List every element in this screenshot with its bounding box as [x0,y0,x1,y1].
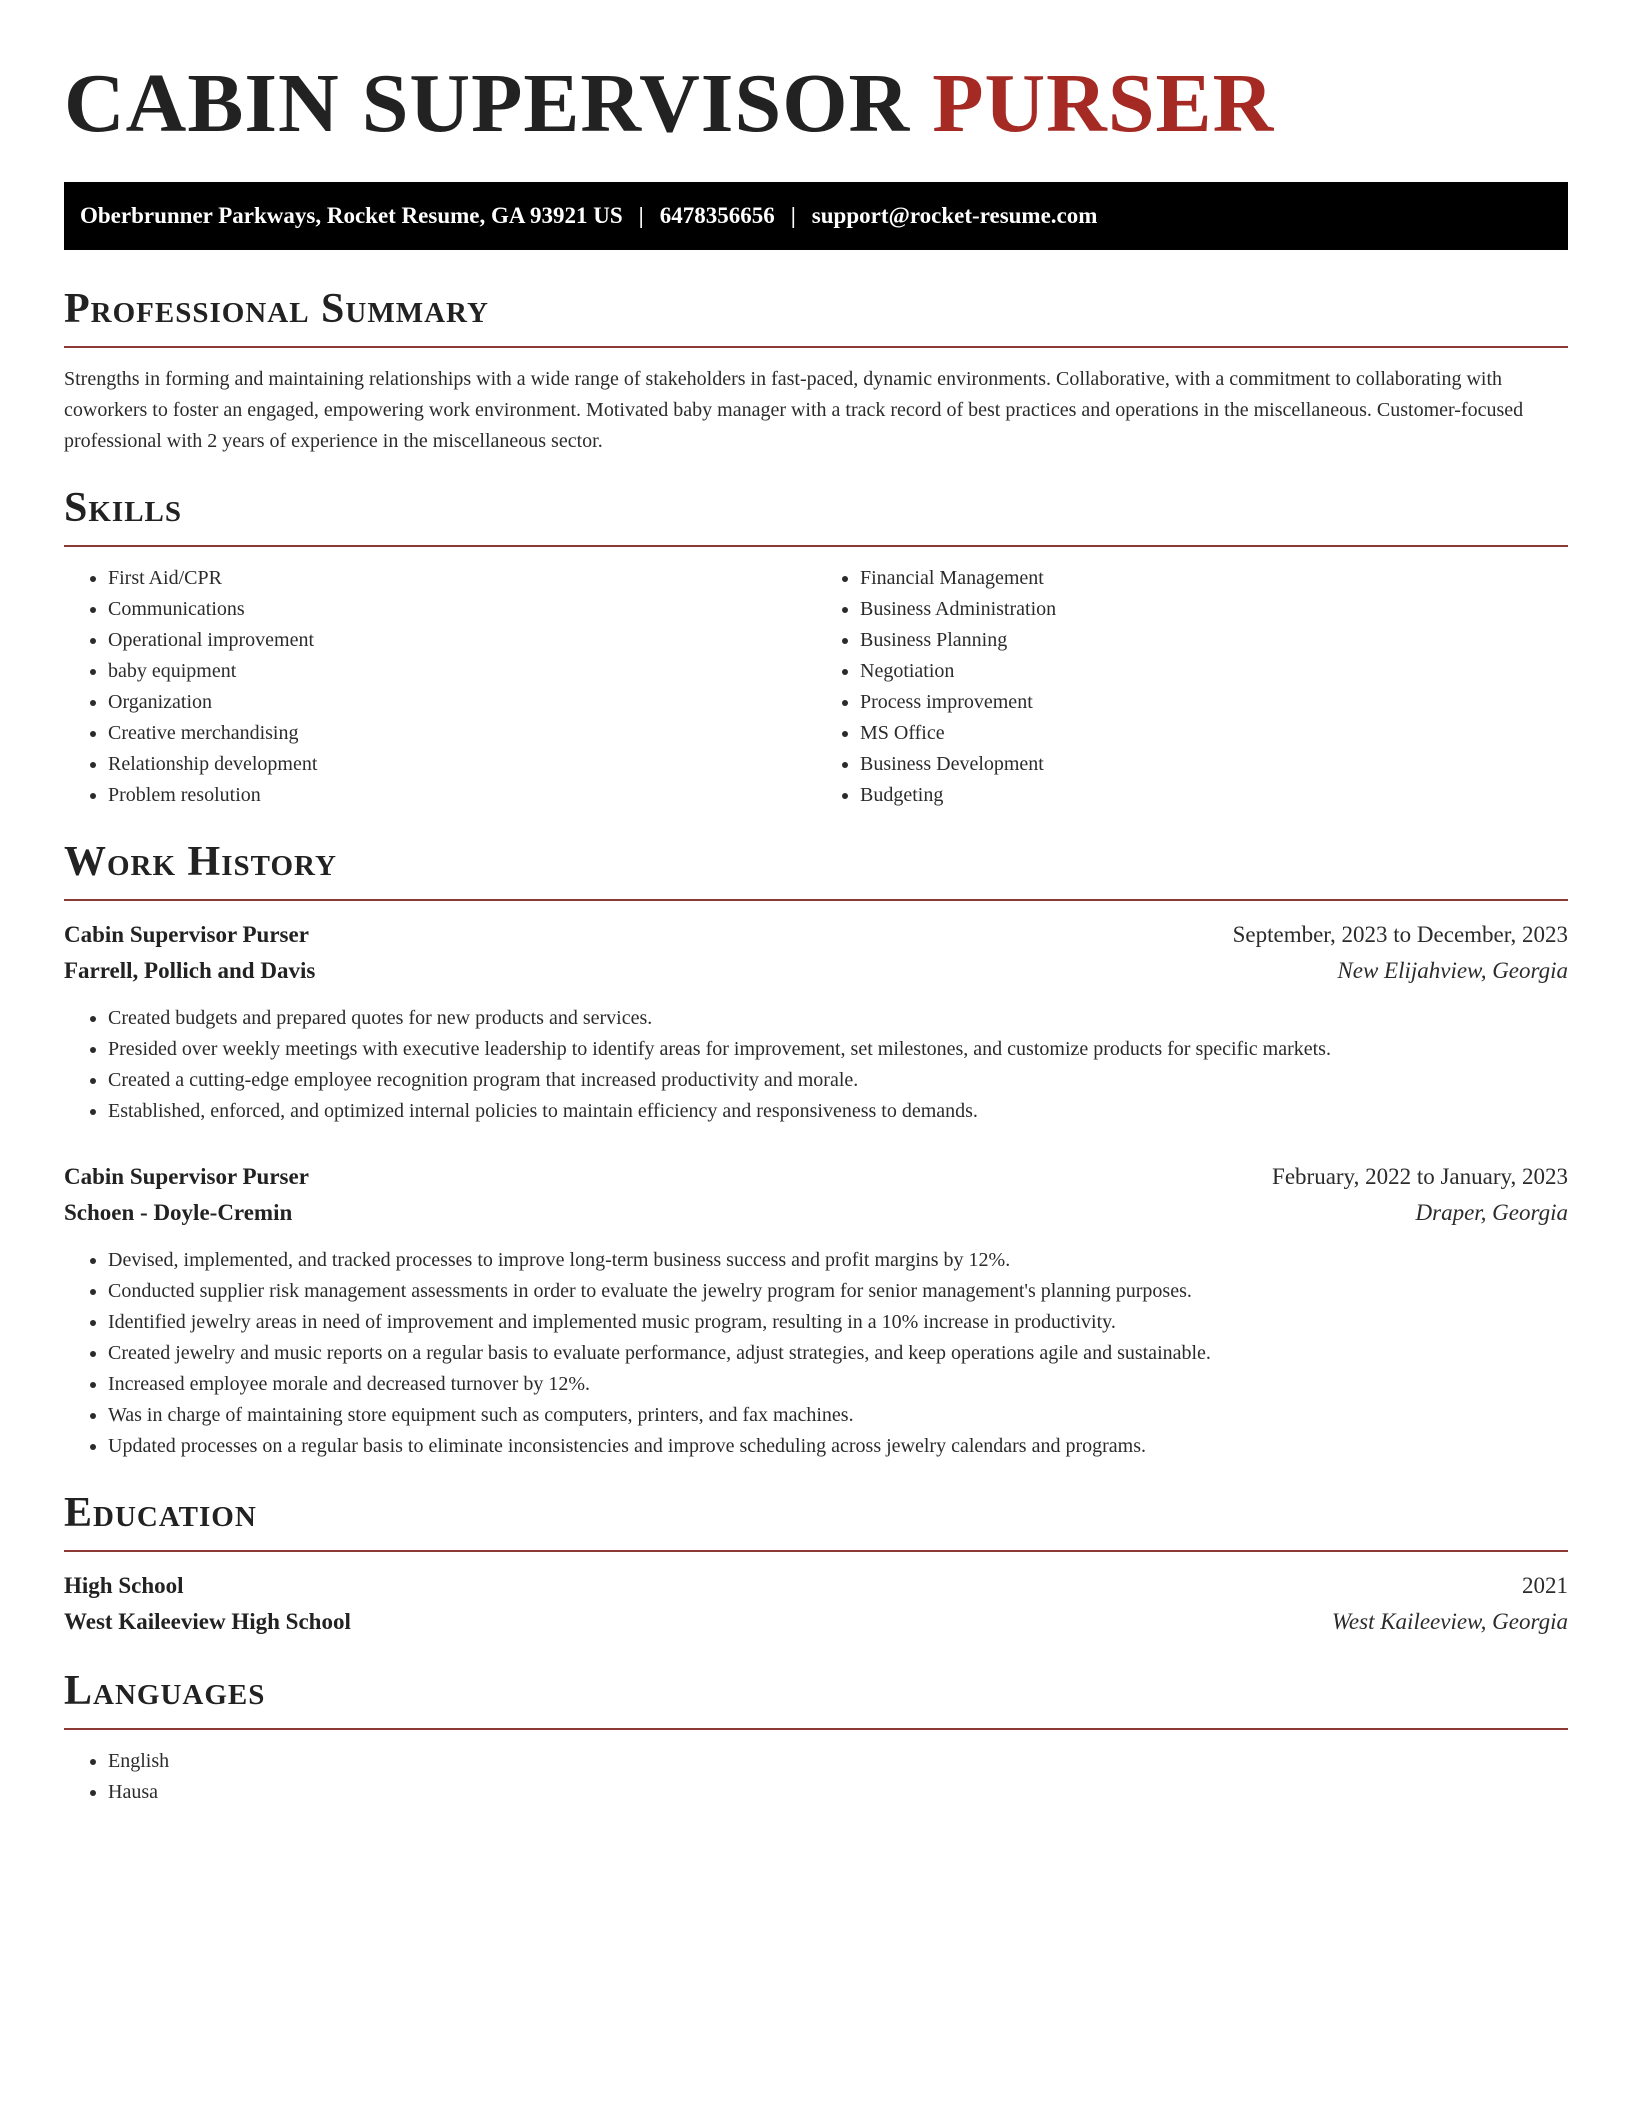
skill-item: • Creative merchandising [108,718,816,749]
section-title-education: Education [64,1490,257,1536]
name-primary: CABIN SUPERVISOR [64,57,911,150]
job-company: Schoen - Doyle-Cremin [64,1200,293,1225]
education-location: West Kaileeview, Georgia [1331,1609,1568,1634]
summary-section [64,284,1568,457]
skill-item: • MS Office [860,718,1568,749]
section-title-summary: Professional Summary [64,286,489,332]
skill-item: • Communications [108,594,816,625]
job-bullet: • Devised, implemented, and tracked processes to improve long-term business success and profit margins by 12%. [108,1245,1568,1276]
job-bullet: • Identified jewelry areas in need of improvement and implemented music program, resulting in a 10% increase in productivity. [108,1307,1568,1338]
job-entry [64,917,1568,1127]
languages-section [64,1666,1568,1808]
language-item: • Hausa [108,1777,1568,1808]
education-school-row [64,1604,1568,1640]
job-bullet: • Was in charge of maintaining store equipment such as computers, printers, and fax machines. [108,1400,1568,1431]
job-bullet: • Updated processes on a regular basis to eliminate inconsistencies and improve scheduling across jewelry calendars and programs. [108,1431,1568,1462]
skill-item: • Process improvement [860,687,1568,718]
skills-list-left [64,563,816,811]
contact-separator: | [790,203,796,228]
education-header-row [64,1568,1568,1604]
job-company-row [64,953,1568,989]
contact-email: support@rocket-resume.com [811,203,1098,228]
job-bullet: • Conducted supplier risk management assessments in order to evaluate the jewelry program for senior management's planning purposes. [108,1276,1568,1307]
languages-list [64,1746,1568,1808]
skill-item: • First Aid/CPR [108,563,816,594]
education-year: 2021 [1522,1573,1568,1598]
skill-item: • Organization [108,687,816,718]
summary-text: Strengths in forming and maintaining relationships with a wide range of stakeholders in fast-paced, dynamic environments. Collaborative, with a commitment to collaborating with coworkers to foster an engaged, empowering work environment. Motivated baby manager with a track record of best practices and operations in the miscellaneous. Customer-focused professional with 2 years of experience in the miscellaneous sector. [64,368,1524,452]
job-header-row [64,1159,1568,1195]
job-title: Cabin Supervisor Purser [64,922,309,947]
job-bullet: • Created budgets and prepared quotes for new products and services. [108,1003,1568,1034]
job-title: Cabin Supervisor Purser [64,1164,309,1189]
section-divider [64,346,1568,348]
education-school: West Kaileeview High School [64,1609,351,1634]
skill-item: • Negotiation [860,656,1568,687]
section-divider [64,1550,1568,1552]
skill-item: • Budgeting [860,780,1568,811]
job-bullet: • Established, enforced, and optimized internal policies to maintain efficiency and responsiveness to demands. [108,1096,1568,1127]
job-bullet: • Created a cutting-edge employee recognition program that increased productivity and morale. [108,1065,1568,1096]
skill-item: • Relationship development [108,749,816,780]
skill-item: • Business Planning [860,625,1568,656]
skill-item: • Business Administration [860,594,1568,625]
name-accent: PURSER [932,57,1275,150]
skills-grid [64,563,1568,811]
contact-phone: 6478356656 [659,203,775,228]
job-bullet: • Created jewelry and music reports on a regular basis to evaluate performance, adjust strategies, and keep operations agile and sustainable. [108,1338,1568,1369]
job-company-row [64,1195,1568,1231]
contact-address: Oberbrunner Parkways, Rocket Resume, GA 93921 US [80,203,623,228]
skill-item: • baby equipment [108,656,816,687]
language-item: • English [108,1746,1568,1777]
job-bullet: • Increased employee morale and decreased turnover by 12%. [108,1369,1568,1400]
skills-list-right [816,563,1568,811]
job-location: New Elijahview, Georgia [1337,958,1568,983]
work-section [64,837,1568,1462]
job-company: Farrell, Pollich and Davis [64,958,316,983]
job-bullets [64,1003,1568,1127]
section-title-languages: Languages [64,1668,266,1714]
education-section [64,1488,1568,1640]
skill-item: • Business Development [860,749,1568,780]
job-entry [64,1159,1568,1462]
skill-item: • Operational improvement [108,625,816,656]
contact-separator: | [638,203,644,228]
section-title-skills: Skills [64,485,183,531]
skill-item: • Financial Management [860,563,1568,594]
job-bullets [64,1245,1568,1462]
contact-bar [64,182,1568,250]
job-location: Draper, Georgia [1415,1200,1568,1225]
job-dates: September, 2023 to December, 2023 [1232,922,1568,947]
section-divider [64,1728,1568,1730]
job-header-row [64,917,1568,953]
job-dates: February, 2022 to January, 2023 [1272,1164,1568,1189]
section-divider [64,899,1568,901]
education-entry [64,1568,1568,1640]
skill-item: • Problem resolution [108,780,816,811]
section-divider [64,545,1568,547]
resume-name [64,56,1568,152]
section-title-work: Work History [64,839,337,885]
job-bullet: • Presided over weekly meetings with executive leadership to identify areas for improvement, set milestones, and customize products for specific markets. [108,1034,1568,1065]
skills-section [64,483,1568,811]
education-degree: High School [64,1573,184,1598]
